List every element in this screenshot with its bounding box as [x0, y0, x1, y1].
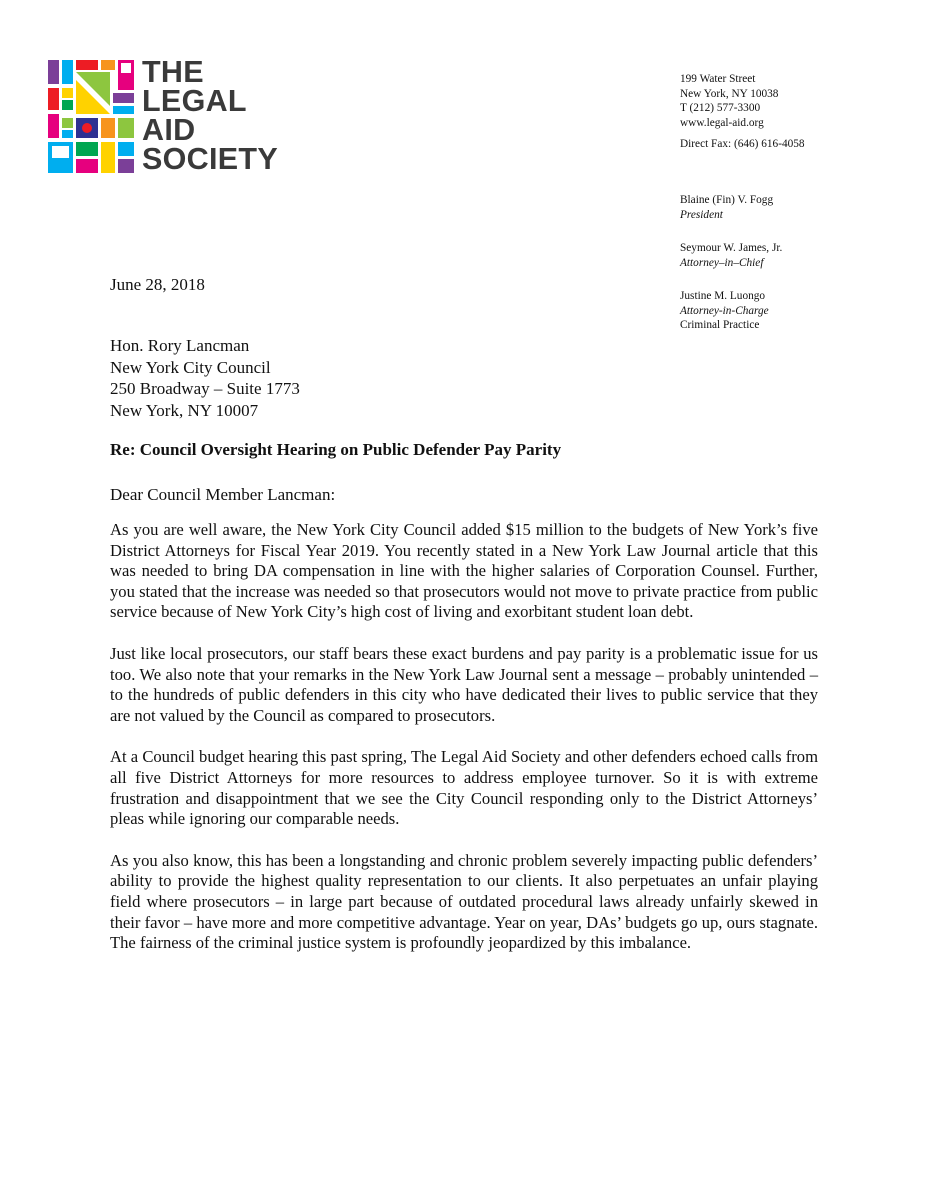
logo-tile — [101, 118, 115, 138]
body-paragraph: As you also know, this has been a longstanding and chronic problem severely impacting public defenders’ ability to provide the highest quality representation to our clients. It also perpetuates an unfair playing field where prosecutors – in large part because of outdated procedural laws already unfairly skewed in their favor – have more and more competitive advantage. Year on year, DAs’ budgets go up, ours stagnate. The fairness of the criminal justice system is profoundly jeopardized by this imbalance. — [110, 850, 818, 953]
officer-entry — [680, 241, 910, 270]
logo-tile — [76, 60, 98, 70]
recipient-line: Hon. Rory Lancman — [110, 336, 250, 355]
letter-subject: Re: Council Oversight Hearing on Public Defender Pay Parity — [110, 440, 562, 459]
logo-line: SOCIETY — [142, 142, 278, 176]
logo-tile — [48, 114, 59, 138]
body-paragraph: Just like local prosecutors, our staff bears these exact burdens and pay parity is a problematic issue for us too. We also note that your remarks in the New York Law Journal sent a message – probably unintended – to the hundreds of public defenders in this city who have dedicated their lives to public service that they are not valued by the Council as compared to prosecutors. — [110, 643, 818, 725]
officer-title: President — [680, 208, 723, 221]
officer-title: Attorney-in-Charge — [680, 304, 769, 317]
logo-tile — [121, 63, 131, 73]
body-paragraph: As you are well aware, the New York City Council added $15 million to the budgets of New York’s five District Attorneys for Fiscal Year 2019. You recently stated in a New York Law Journal article that this was needed to bring DA compensation in line with the higher salaries of Corporation Counsel. Further, you stated that the increase was needed so that prosecutors would not move to private practice from public service because of New York City’s high cost of living and exorbitant student loan debt. — [110, 520, 818, 622]
logo-line: AID — [142, 113, 196, 147]
recipient-line: 250 Broadway – Suite 1773 — [110, 379, 300, 398]
officer-entry — [680, 193, 910, 222]
logo-tile — [62, 88, 73, 98]
logo-tile — [48, 60, 59, 84]
officer-name: Seymour W. James, Jr. — [680, 242, 783, 254]
logo-tile — [82, 123, 92, 133]
officers-list — [680, 193, 910, 352]
contact-block — [680, 72, 910, 152]
logo-tile — [62, 118, 73, 128]
logo-tile — [76, 159, 98, 173]
fax-number: Direct Fax: (646) 616-4058 — [680, 138, 805, 150]
officer-entry — [680, 289, 910, 333]
body-paragraph: At a Council budget hearing this past spring, The Legal Aid Society and other defenders echoed calls from all five District Attorneys for more resources to address employee turnover. So it is with extreme frustration and disappointment that we see the City Council responding only to the District Attorneys’ pleas while ignoring our comparable needs. — [110, 747, 818, 829]
street-address: 199 Water Street — [680, 73, 756, 85]
logo-tile — [118, 118, 134, 138]
logo-line: THE — [142, 55, 204, 89]
letter-salutation: Dear Council Member Lancman: — [110, 485, 336, 504]
recipient-line: New York City Council — [110, 357, 271, 377]
logo-tile — [113, 106, 134, 114]
phone-number: T (212) 577-3300 — [680, 102, 761, 114]
letter-body — [110, 520, 818, 975]
legal-aid-logo-icon — [48, 60, 134, 173]
logo-tile — [118, 159, 134, 173]
logo-tile — [101, 60, 115, 70]
logo-tile — [101, 142, 115, 173]
logo-tile — [52, 146, 69, 158]
recipient-address — [110, 335, 300, 421]
organization-name — [142, 55, 278, 176]
website-link[interactable]: www.legal-aid.org — [680, 116, 764, 129]
letter-date: June 28, 2018 — [110, 275, 205, 294]
officer-name: Justine M. Luongo — [680, 290, 766, 302]
logo-tile — [62, 100, 73, 110]
recipient-line: New York, NY 10007 — [110, 400, 259, 420]
logo-tile — [48, 88, 59, 110]
officer-name: Blaine (Fin) V. Fogg — [680, 194, 774, 206]
logo-line: LEGAL — [142, 84, 247, 118]
officer-title: Attorney–in–Chief — [680, 256, 764, 269]
logo-tile — [118, 142, 134, 156]
logo-tile — [113, 93, 134, 103]
logo-tile — [62, 130, 73, 138]
logo-tile — [62, 60, 73, 84]
officer-department: Criminal Practice — [680, 319, 760, 331]
city-state-zip: New York, NY 10038 — [680, 87, 779, 100]
logo-tile — [76, 142, 98, 156]
